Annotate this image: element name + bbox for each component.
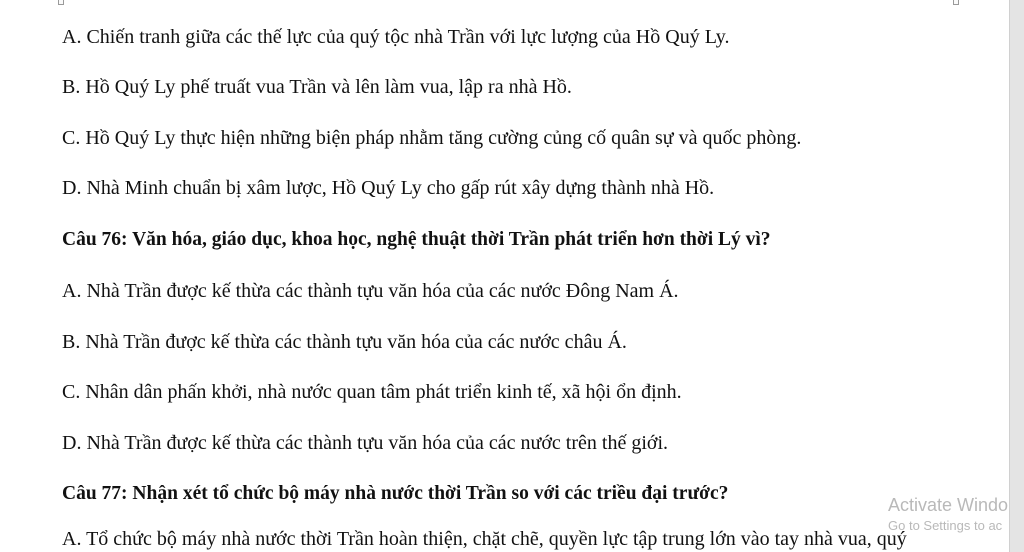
scrollbar-gutter[interactable] bbox=[1009, 0, 1024, 552]
left-margin-marker[interactable] bbox=[58, 0, 64, 5]
answer-a-q75: A. Chiến tranh giữa các thế lực của quý tộc nhà Trần với lực lượng của Hồ Quý Ly. bbox=[62, 26, 730, 48]
answer-d-q76: D. Nhà Trần được kế thừa các thành tựu văn hóa của các nước trên thế giới. bbox=[62, 432, 669, 454]
ruler-strip bbox=[0, 0, 1009, 6]
right-margin-marker[interactable] bbox=[953, 0, 959, 5]
question-76: Câu 76: Văn hóa, giáo dục, khoa học, nghệ thuật thời Trần phát triển hơn thời Lý vì? bbox=[62, 229, 771, 250]
answer-d-q75: D. Nhà Minh chuẩn bị xâm lược, Hồ Quý Ly cho gấp rút xây dựng thành nhà Hồ. bbox=[62, 177, 715, 199]
answer-c-q75: C. Hồ Quý Ly thực hiện những biện pháp nhằm tăng cường củng cố quân sự và quốc phòng. bbox=[62, 127, 802, 149]
answer-a-q76: A. Nhà Trần được kế thừa các thành tựu văn hóa của các nước Đông Nam Á. bbox=[62, 280, 679, 302]
answer-c-q76: C. Nhân dân phấn khởi, nhà nước quan tâm phát triển kinh tế, xã hội ổn định. bbox=[62, 381, 682, 403]
activation-watermark-subtitle: Go to Settings to ac bbox=[888, 518, 1003, 533]
answer-b-q76: B. Nhà Trần được kế thừa các thành tựu văn hóa của các nước châu Á. bbox=[62, 331, 627, 353]
answer-b-q75: B. Hồ Quý Ly phế truất vua Trần và lên làm vua, lập ra nhà Hồ. bbox=[62, 76, 572, 98]
answer-a-q77: A. Tổ chức bộ máy nhà nước thời Trần hoàn thiện, chặt chẽ, quyền lực tập trung lớn vào tay nhà vua, quý bbox=[62, 528, 907, 550]
question-77: Câu 77: Nhận xét tổ chức bộ máy nhà nước thời Trần so với các triều đại trước? bbox=[62, 483, 729, 504]
activation-watermark-title: Activate Windo bbox=[888, 495, 1009, 515]
